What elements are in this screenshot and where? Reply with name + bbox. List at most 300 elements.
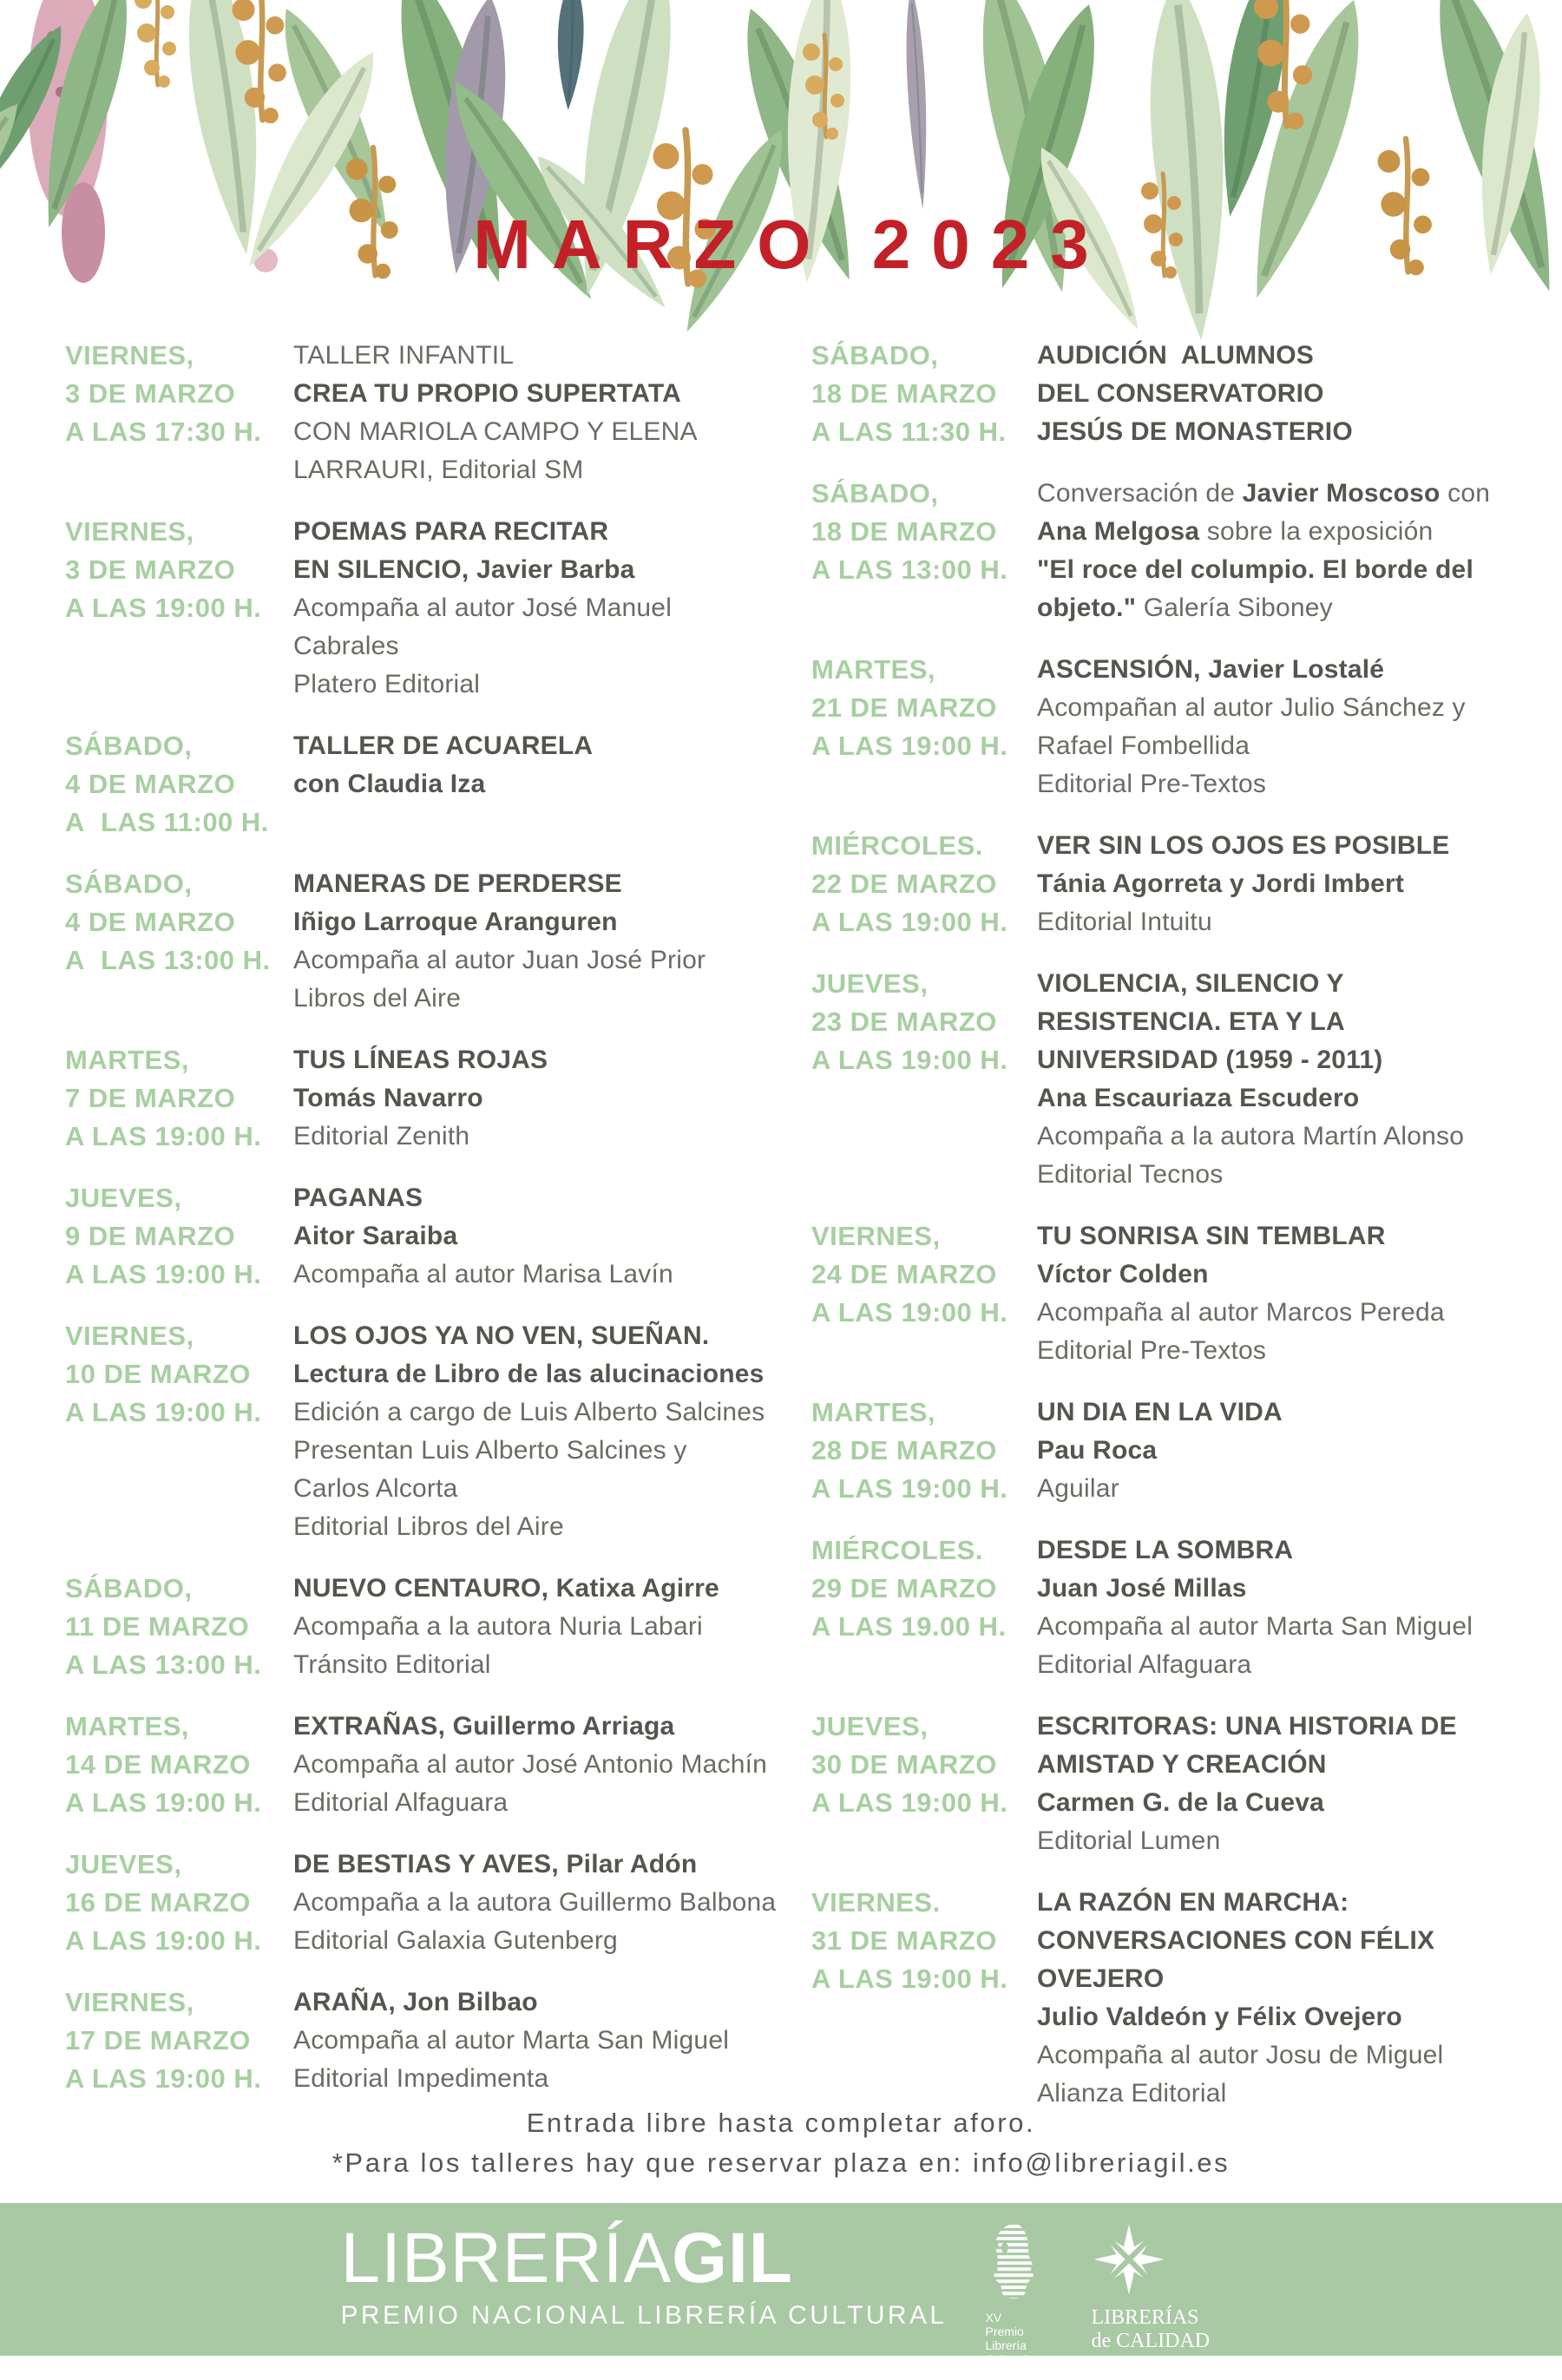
event-date-line: 22 DE MARZO bbox=[811, 869, 997, 899]
event-date bbox=[811, 651, 1037, 803]
librerias-de-calidad-badge bbox=[1092, 2222, 1222, 2353]
event-detail-line bbox=[293, 1708, 811, 1746]
event-detail-line bbox=[293, 1846, 811, 1884]
event-date-line: 16 DE MARZO bbox=[65, 1887, 251, 1918]
event-date-line: SÁBADO, bbox=[65, 731, 193, 761]
event-details bbox=[1037, 965, 1546, 1194]
event-date-line: A LAS 19:00 H. bbox=[65, 2063, 262, 2094]
event-text: Acompaña a la autora Martín Alonso bbox=[1037, 1122, 1465, 1151]
event-text: Tránsito Editorial bbox=[293, 1650, 491, 1679]
event-date bbox=[811, 827, 1037, 941]
event-detail-line bbox=[293, 941, 811, 980]
event-date-line: A LAS 19:00 H. bbox=[65, 593, 262, 623]
event-text-bold: con Claudia Iza bbox=[293, 770, 486, 798]
event-row bbox=[811, 1531, 1546, 1684]
event-text: Rafael Fombellida bbox=[1037, 731, 1250, 760]
event-detail-line bbox=[1037, 689, 1546, 727]
event-date-line: SÁBADO, bbox=[65, 1573, 193, 1603]
event-row bbox=[65, 1317, 811, 1546]
event-text: Presentan Luis Alberto Salcines y bbox=[293, 1436, 687, 1465]
event-date-line: VIERNES, bbox=[811, 1221, 941, 1251]
event-detail-line bbox=[1037, 1003, 1546, 1041]
event-date-line: JUEVES, bbox=[811, 968, 929, 999]
event-date-line: 31 DE MARZO bbox=[811, 1925, 997, 1956]
event-text-bold: Tomás Navarro bbox=[293, 1084, 483, 1112]
event-details bbox=[1037, 1884, 1546, 2113]
event-detail-line bbox=[1037, 1041, 1546, 1079]
event-details bbox=[1037, 1531, 1546, 1684]
event-date-line: A LAS 11:00 H. bbox=[65, 807, 269, 837]
event-details bbox=[293, 1708, 811, 1822]
event-date-line: 10 DE MARZO bbox=[65, 1359, 251, 1389]
event-detail-line bbox=[1037, 1822, 1546, 1860]
event-detail-line bbox=[1037, 1570, 1546, 1608]
event-row bbox=[811, 1393, 1546, 1508]
award-caption-line: XV bbox=[985, 2311, 1002, 2324]
event-row bbox=[811, 965, 1546, 1194]
event-detail-line bbox=[1037, 413, 1546, 451]
event-detail-line bbox=[1037, 965, 1546, 1003]
event-detail-line bbox=[1037, 1118, 1546, 1156]
event-date-line: A LAS 17:30 H. bbox=[65, 416, 262, 447]
event-row bbox=[65, 337, 811, 489]
event-row bbox=[811, 651, 1546, 803]
event-row bbox=[65, 1846, 811, 1960]
event-text-bold: MANERAS DE PERDERSE bbox=[293, 869, 622, 898]
event-text-bold: Javier Moscoso bbox=[1242, 479, 1441, 508]
event-text-bold: TU SONRISA SIN TEMBLAR bbox=[1037, 1222, 1386, 1250]
event-date bbox=[65, 1179, 293, 1294]
event-date-line: A LAS 19:00 H. bbox=[65, 1259, 262, 1289]
event-detail-line bbox=[293, 413, 811, 451]
event-row bbox=[811, 337, 1546, 451]
event-date-line: 23 DE MARZO bbox=[811, 1006, 997, 1037]
event-detail-line bbox=[1037, 1432, 1546, 1470]
event-detail-line bbox=[1037, 513, 1546, 551]
event-detail-line bbox=[293, 765, 811, 803]
event-date bbox=[811, 965, 1037, 1194]
event-date bbox=[65, 1317, 293, 1546]
event-text: Carlos Alcorta bbox=[293, 1474, 458, 1503]
event-text-bold: PAGANAS bbox=[293, 1183, 423, 1212]
event-text: Acompaña al autor Marta San Miguel bbox=[293, 2026, 730, 2055]
event-date-line: 11 DE MARZO bbox=[65, 1611, 250, 1642]
event-detail-line bbox=[293, 1217, 811, 1256]
event-details bbox=[293, 1317, 811, 1546]
event-text-bold: ARAÑA, Jon Bilbao bbox=[293, 1988, 538, 2016]
event-date bbox=[65, 1846, 293, 1960]
event-date-line: 4 DE MARZO bbox=[65, 769, 236, 799]
event-date-line: A LAS 19:00 H. bbox=[811, 1297, 1008, 1328]
event-text: Editorial Zenith bbox=[293, 1122, 470, 1151]
event-detail-line bbox=[293, 513, 811, 551]
event-text: Editorial Alfaguara bbox=[1037, 1650, 1252, 1679]
event-detail-line bbox=[1037, 1922, 1546, 1960]
award-caption-line: Premio bbox=[985, 2324, 1024, 2338]
brand-subtitle: PREMIO NACIONAL LIBRERÍA CULTURAL bbox=[340, 2300, 948, 2330]
event-text-bold: Tánia Agorreta y Jordi Imbert bbox=[1037, 869, 1405, 898]
event-text-bold: Aitor Saraiba bbox=[293, 1222, 458, 1250]
event-text: Editorial Tecnos bbox=[1037, 1160, 1224, 1189]
event-text: Acompaña al autor Marcos Pereda bbox=[1037, 1298, 1445, 1327]
event-date-line: 24 DE MARZO bbox=[811, 1259, 997, 1289]
header-illustration bbox=[0, 0, 1562, 288]
event-text: CON MARIOLA CAMPO Y ELENA bbox=[293, 417, 698, 446]
event-detail-line bbox=[293, 1470, 811, 1508]
event-text-bold: ESCRITORAS: UNA HISTORIA DE bbox=[1037, 1712, 1457, 1741]
event-detail-line bbox=[293, 865, 811, 903]
event-detail-line bbox=[293, 1983, 811, 2022]
star-icon bbox=[1092, 2222, 1166, 2297]
event-detail-line bbox=[1037, 651, 1546, 689]
event-detail-line bbox=[1037, 1156, 1546, 1194]
award-caption-line: Librería Cultural bbox=[985, 2338, 1027, 2366]
event-text-bold: objeto." bbox=[1037, 593, 1137, 622]
event-row bbox=[811, 827, 1546, 941]
event-date-line: 29 DE MARZO bbox=[811, 1573, 997, 1603]
event-detail-line bbox=[1037, 827, 1546, 865]
wordmark-light: LIBRERÍA bbox=[340, 2219, 673, 2298]
event-date-line: A LAS 19:00 H. bbox=[65, 1925, 262, 1956]
event-date bbox=[811, 1217, 1037, 1370]
event-text: Acompaña al autor Marta San Miguel bbox=[1037, 1612, 1473, 1641]
event-detail-line bbox=[1037, 1608, 1546, 1646]
award-caption bbox=[986, 2311, 1053, 2380]
event-date-line: 28 DE MARZO bbox=[811, 1435, 997, 1465]
event-text-bold: NUEVO CENTAURO, Katixa Agirre bbox=[293, 1574, 719, 1603]
event-detail-line bbox=[293, 1570, 811, 1608]
event-date-line: JUEVES, bbox=[65, 1849, 182, 1879]
event-detail-line bbox=[1037, 1784, 1546, 1822]
event-date-line: 17 DE MARZO bbox=[65, 2025, 251, 2055]
event-date bbox=[811, 1531, 1037, 1684]
event-detail-line bbox=[293, 903, 811, 941]
event-text-bold: CREA TU PROPIO SUPERTATA bbox=[293, 379, 682, 408]
event-date-line: A LAS 11:30 H. bbox=[811, 416, 1007, 447]
event-date-line: A LAS 19.00 H. bbox=[811, 1611, 1007, 1642]
event-detail-line bbox=[293, 1508, 811, 1546]
event-date bbox=[65, 513, 293, 704]
event-text: Acompaña al autor Marisa Lavín bbox=[293, 1260, 673, 1288]
event-text-bold: Ana Melgosa bbox=[1037, 517, 1200, 546]
event-text-bold: EXTRAÑAS, Guillermo Arriaga bbox=[293, 1712, 675, 1741]
event-detail-line bbox=[1037, 1217, 1546, 1256]
event-text-bold: AUDICIÓN ALUMNOS bbox=[1037, 341, 1314, 370]
event-text: Acompaña a la autora Guillermo Balbona bbox=[293, 1888, 777, 1917]
event-date-line: A LAS 19:00 H. bbox=[811, 731, 1008, 761]
event-details bbox=[1037, 827, 1546, 941]
event-date bbox=[65, 1041, 293, 1156]
event-detail-line bbox=[293, 727, 811, 765]
event-date-line: JUEVES, bbox=[811, 1711, 929, 1741]
event-text: Alianza Editorial bbox=[1037, 2079, 1227, 2108]
event-date-line: MIÉRCOLES. bbox=[811, 1535, 983, 1565]
event-date-line: MIÉRCOLES. bbox=[811, 830, 983, 861]
event-text: con bbox=[1440, 479, 1491, 508]
event-detail-line bbox=[293, 551, 811, 589]
event-text: Acompaña al autor José Manuel bbox=[293, 593, 673, 622]
event-date bbox=[811, 1393, 1037, 1508]
event-date bbox=[811, 475, 1037, 627]
event-detail-line bbox=[1037, 903, 1546, 941]
event-date-line: A LAS 19:00 H. bbox=[811, 1964, 1008, 1994]
event-text: Acompaña al autor Juan José Prior bbox=[293, 946, 706, 974]
event-date bbox=[65, 1708, 293, 1822]
event-text: Editorial Lumen bbox=[1037, 1826, 1221, 1855]
event-date-line: 7 DE MARZO bbox=[65, 1083, 236, 1113]
event-detail-line bbox=[1037, 765, 1546, 803]
event-detail-line bbox=[1037, 1531, 1546, 1570]
events-right-column bbox=[811, 337, 1546, 2136]
event-date-line: A LAS 13:00 H. bbox=[65, 945, 271, 975]
event-date bbox=[65, 1570, 293, 1684]
event-text-bold: DE BESTIAS Y AVES, Pilar Adón bbox=[293, 1850, 698, 1878]
event-text-bold: EN SILENCIO, Javier Barba bbox=[293, 555, 635, 584]
event-detail-line bbox=[1037, 1746, 1546, 1784]
event-text: Conversación de bbox=[1037, 479, 1243, 508]
event-date-line: 9 DE MARZO bbox=[65, 1221, 236, 1251]
event-date-line: A LAS 13:00 H. bbox=[65, 1649, 262, 1680]
event-text-bold: Carmen G. de la Cueva bbox=[1037, 1788, 1324, 1817]
libreria-gil-wordmark bbox=[340, 2219, 947, 2298]
text-face-icon bbox=[986, 2222, 1041, 2302]
event-detail-line bbox=[293, 1079, 811, 1118]
event-details bbox=[293, 1179, 811, 1294]
event-text: Edición a cargo de Luis Alberto Salcines bbox=[293, 1398, 765, 1426]
event-date bbox=[811, 1884, 1037, 2113]
event-detail-line bbox=[1037, 1960, 1546, 1998]
event-date-line: A LAS 19:00 H. bbox=[65, 1397, 262, 1427]
event-detail-line bbox=[293, 337, 811, 375]
event-text: Editorial Pre-Textos bbox=[1037, 770, 1267, 798]
event-details bbox=[1037, 475, 1546, 627]
event-text: Editorial Impedimenta bbox=[293, 2064, 549, 2093]
event-detail-line bbox=[1037, 727, 1546, 765]
event-date-line: A LAS 19:00 H. bbox=[65, 1121, 262, 1151]
event-detail-line bbox=[1037, 1884, 1546, 1922]
event-details bbox=[1037, 1393, 1546, 1508]
event-text-bold: Iñigo Larroque Aranguren bbox=[293, 908, 618, 936]
event-text-bold: VER SIN LOS OJOS ES POSIBLE bbox=[1037, 831, 1450, 860]
event-text-bold: AMISTAD Y CREACIÓN bbox=[1037, 1750, 1327, 1779]
event-detail-line bbox=[1037, 1294, 1546, 1332]
event-row bbox=[811, 475, 1546, 627]
footer-notes bbox=[0, 2103, 1562, 2183]
event-detail-line bbox=[293, 1393, 811, 1432]
quality-caption-line: LIBRERÍAS bbox=[1091, 2306, 1199, 2329]
event-text-bold: Juan José Millas bbox=[1037, 1574, 1247, 1603]
event-text-bold: Julio Valdeón y Félix Ovejero bbox=[1037, 2003, 1402, 2031]
event-date-line: VIERNES, bbox=[65, 340, 194, 370]
event-row bbox=[65, 1708, 811, 1822]
event-text-bold: ASCENSIÓN, Javier Lostalé bbox=[1037, 655, 1385, 684]
event-date-line: A LAS 19:00 H. bbox=[811, 1473, 1008, 1504]
event-detail-line bbox=[293, 1884, 811, 1922]
event-text-bold: "El roce del columpio. El borde del bbox=[1037, 555, 1473, 584]
event-detail-line bbox=[293, 1746, 811, 1784]
event-text-bold: UN DIA EN LA VIDA bbox=[1037, 1398, 1283, 1426]
event-date-line: 21 DE MARZO bbox=[811, 692, 997, 723]
event-date bbox=[65, 1983, 293, 2098]
event-details bbox=[293, 337, 811, 489]
event-details bbox=[293, 1846, 811, 1960]
event-detail-line bbox=[1037, 375, 1546, 413]
event-date-line: A LAS 19:00 H. bbox=[811, 907, 1008, 937]
event-text-bold: Víctor Colden bbox=[1037, 1260, 1209, 1288]
event-row bbox=[65, 1983, 811, 2098]
event-detail-line bbox=[293, 1784, 811, 1822]
event-details bbox=[1037, 651, 1546, 803]
event-date-line: MARTES, bbox=[65, 1045, 189, 1075]
quality-caption-line: de CALIDAD bbox=[1091, 2330, 1211, 2352]
event-date-line: 3 DE MARZO bbox=[65, 554, 236, 585]
event-details bbox=[293, 1570, 811, 1684]
footer-bar bbox=[0, 2203, 1562, 2380]
event-text: Libros del Aire bbox=[293, 984, 462, 1013]
event-text-bold: UNIVERSIDAD (1959 - 2011) bbox=[1037, 1046, 1383, 1074]
event-details bbox=[293, 1983, 811, 2098]
event-details bbox=[293, 513, 811, 704]
event-text-bold: DESDE LA SOMBRA bbox=[1037, 1536, 1294, 1564]
event-detail-line bbox=[293, 1317, 811, 1355]
event-date-line: MARTES, bbox=[811, 1397, 935, 1427]
event-date-line: VIERNES, bbox=[65, 516, 194, 547]
event-detail-line bbox=[293, 1608, 811, 1646]
event-date bbox=[65, 337, 293, 489]
event-text: Acompañan al autor Julio Sánchez y bbox=[1037, 693, 1466, 722]
event-text-bold: OVEJERO bbox=[1037, 1964, 1165, 1993]
event-detail-line bbox=[1037, 1998, 1546, 2036]
event-row bbox=[65, 1041, 811, 1156]
event-detail-line bbox=[293, 2060, 811, 2098]
event-text: Acompaña al autor José Antonio Machín bbox=[293, 1750, 768, 1779]
event-date-line: 18 DE MARZO bbox=[811, 516, 997, 547]
event-date-line: JUEVES, bbox=[65, 1183, 182, 1213]
event-date-line: 14 DE MARZO bbox=[65, 1749, 251, 1780]
event-text-bold: Pau Roca bbox=[1037, 1436, 1158, 1465]
event-detail-line bbox=[1037, 865, 1546, 903]
event-detail-line bbox=[1037, 1646, 1546, 1684]
event-date-line: 30 DE MARZO bbox=[811, 1749, 997, 1780]
event-detail-line bbox=[293, 1922, 811, 1960]
event-detail-line bbox=[1037, 475, 1546, 513]
event-date-line: VIERNES. bbox=[811, 1887, 941, 1918]
event-text-bold: TUS LÍNEAS ROJAS bbox=[293, 1046, 548, 1074]
event-detail-line bbox=[293, 1646, 811, 1684]
event-detail-line bbox=[1037, 1708, 1546, 1746]
event-date-line: SÁBADO, bbox=[811, 478, 939, 508]
event-text-bold: LOS OJOS YA NO VEN, SUEÑAN. bbox=[293, 1321, 710, 1350]
event-date-line: 3 DE MARZO bbox=[65, 378, 236, 409]
award-caption-line: 2013 bbox=[985, 2366, 1013, 2380]
event-date-line: MARTES, bbox=[65, 1711, 189, 1741]
event-detail-line bbox=[1037, 1470, 1546, 1508]
event-date bbox=[811, 1708, 1037, 1860]
event-detail-line bbox=[1037, 1256, 1546, 1294]
note-free-entry: Entrada libre hasta completar aforo. bbox=[526, 2108, 1036, 2138]
event-detail-line bbox=[293, 451, 811, 489]
events-grid bbox=[65, 337, 1546, 2136]
event-detail-line bbox=[1037, 551, 1546, 589]
event-date-line: MARTES, bbox=[811, 654, 935, 685]
event-detail-line bbox=[1037, 589, 1546, 627]
event-date-line: A LAS 13:00 H. bbox=[811, 554, 1008, 585]
event-detail-line bbox=[293, 1432, 811, 1470]
event-details bbox=[1037, 1708, 1546, 1860]
event-detail-line bbox=[1037, 337, 1546, 375]
event-detail-line bbox=[1037, 1332, 1546, 1370]
event-detail-line bbox=[293, 1118, 811, 1156]
events-left-column bbox=[65, 337, 811, 2136]
event-row bbox=[811, 1708, 1546, 1860]
event-details bbox=[1037, 1217, 1546, 1370]
event-text: sobre la exposición bbox=[1199, 517, 1434, 546]
premio-libreria-cultural-badge bbox=[986, 2222, 1053, 2380]
event-details bbox=[293, 865, 811, 1018]
event-detail-line bbox=[293, 1355, 811, 1393]
event-detail-line bbox=[1037, 1393, 1546, 1432]
event-date-line: VIERNES, bbox=[65, 1987, 194, 2017]
event-text-bold: DEL CONSERVATORIO bbox=[1037, 379, 1324, 408]
event-text-bold: VIOLENCIA, SILENCIO Y bbox=[1037, 969, 1344, 998]
event-date bbox=[811, 337, 1037, 451]
event-detail-line bbox=[293, 1256, 811, 1294]
event-detail-line bbox=[293, 980, 811, 1018]
event-row bbox=[65, 727, 811, 842]
event-date bbox=[65, 865, 293, 1018]
event-text-bold: Lectura de Libro de las alucinaciones bbox=[293, 1360, 765, 1388]
event-row bbox=[65, 1570, 811, 1684]
quality-caption bbox=[1092, 2306, 1222, 2353]
event-text: Editorial Intuitu bbox=[1037, 908, 1212, 936]
event-text: Platero Editorial bbox=[293, 670, 481, 698]
event-row bbox=[65, 865, 811, 1018]
event-text: Acompaña al autor Josu de Miguel bbox=[1037, 2041, 1444, 2069]
event-date-line: 4 DE MARZO bbox=[65, 907, 236, 937]
event-details bbox=[1037, 337, 1546, 451]
event-detail-line bbox=[1037, 1079, 1546, 1118]
event-text-bold: RESISTENCIA. ETA Y LA bbox=[1037, 1007, 1345, 1036]
event-detail-line bbox=[293, 1179, 811, 1217]
event-text: Aguilar bbox=[1037, 1474, 1119, 1503]
event-detail-line bbox=[1037, 2036, 1546, 2075]
event-text: TALLER INFANTIL bbox=[293, 341, 515, 370]
event-date bbox=[65, 727, 293, 842]
event-details bbox=[293, 1041, 811, 1156]
event-text-bold: Ana Escauriaza Escudero bbox=[1037, 1084, 1360, 1112]
event-text: Galería Siboney bbox=[1136, 593, 1333, 622]
event-text: Acompaña a la autora Nuria Labari bbox=[293, 1612, 703, 1641]
event-text-bold: POEMAS PARA RECITAR bbox=[293, 517, 609, 546]
event-text-bold: LA RAZÓN EN MARCHA: bbox=[1037, 1888, 1349, 1917]
event-details bbox=[293, 727, 811, 842]
libreria-gil-logo bbox=[340, 2219, 948, 2331]
event-detail-line bbox=[293, 589, 811, 627]
event-text-bold: JESÚS DE MONASTERIO bbox=[1037, 417, 1353, 446]
event-text-bold: CONVERSACIONES CON FÉLIX bbox=[1037, 1926, 1435, 1955]
event-date-line: A LAS 19:00 H. bbox=[65, 1787, 262, 1818]
event-date-line: A LAS 19:00 H. bbox=[811, 1787, 1008, 1818]
event-date-line: SÁBADO, bbox=[65, 869, 193, 899]
note-reservation: *Para los talleres hay que reservar plaza en: info@libreriagil.es bbox=[331, 2147, 1231, 2178]
event-date-line: SÁBADO, bbox=[811, 340, 939, 370]
event-row bbox=[65, 1179, 811, 1294]
event-detail-line bbox=[293, 665, 811, 704]
event-text: Editorial Libros del Aire bbox=[293, 1512, 564, 1541]
event-text: Editorial Alfaguara bbox=[293, 1788, 509, 1817]
event-text: LARRAURI, Editorial SM bbox=[293, 456, 584, 484]
event-text: Cabrales bbox=[293, 632, 399, 660]
